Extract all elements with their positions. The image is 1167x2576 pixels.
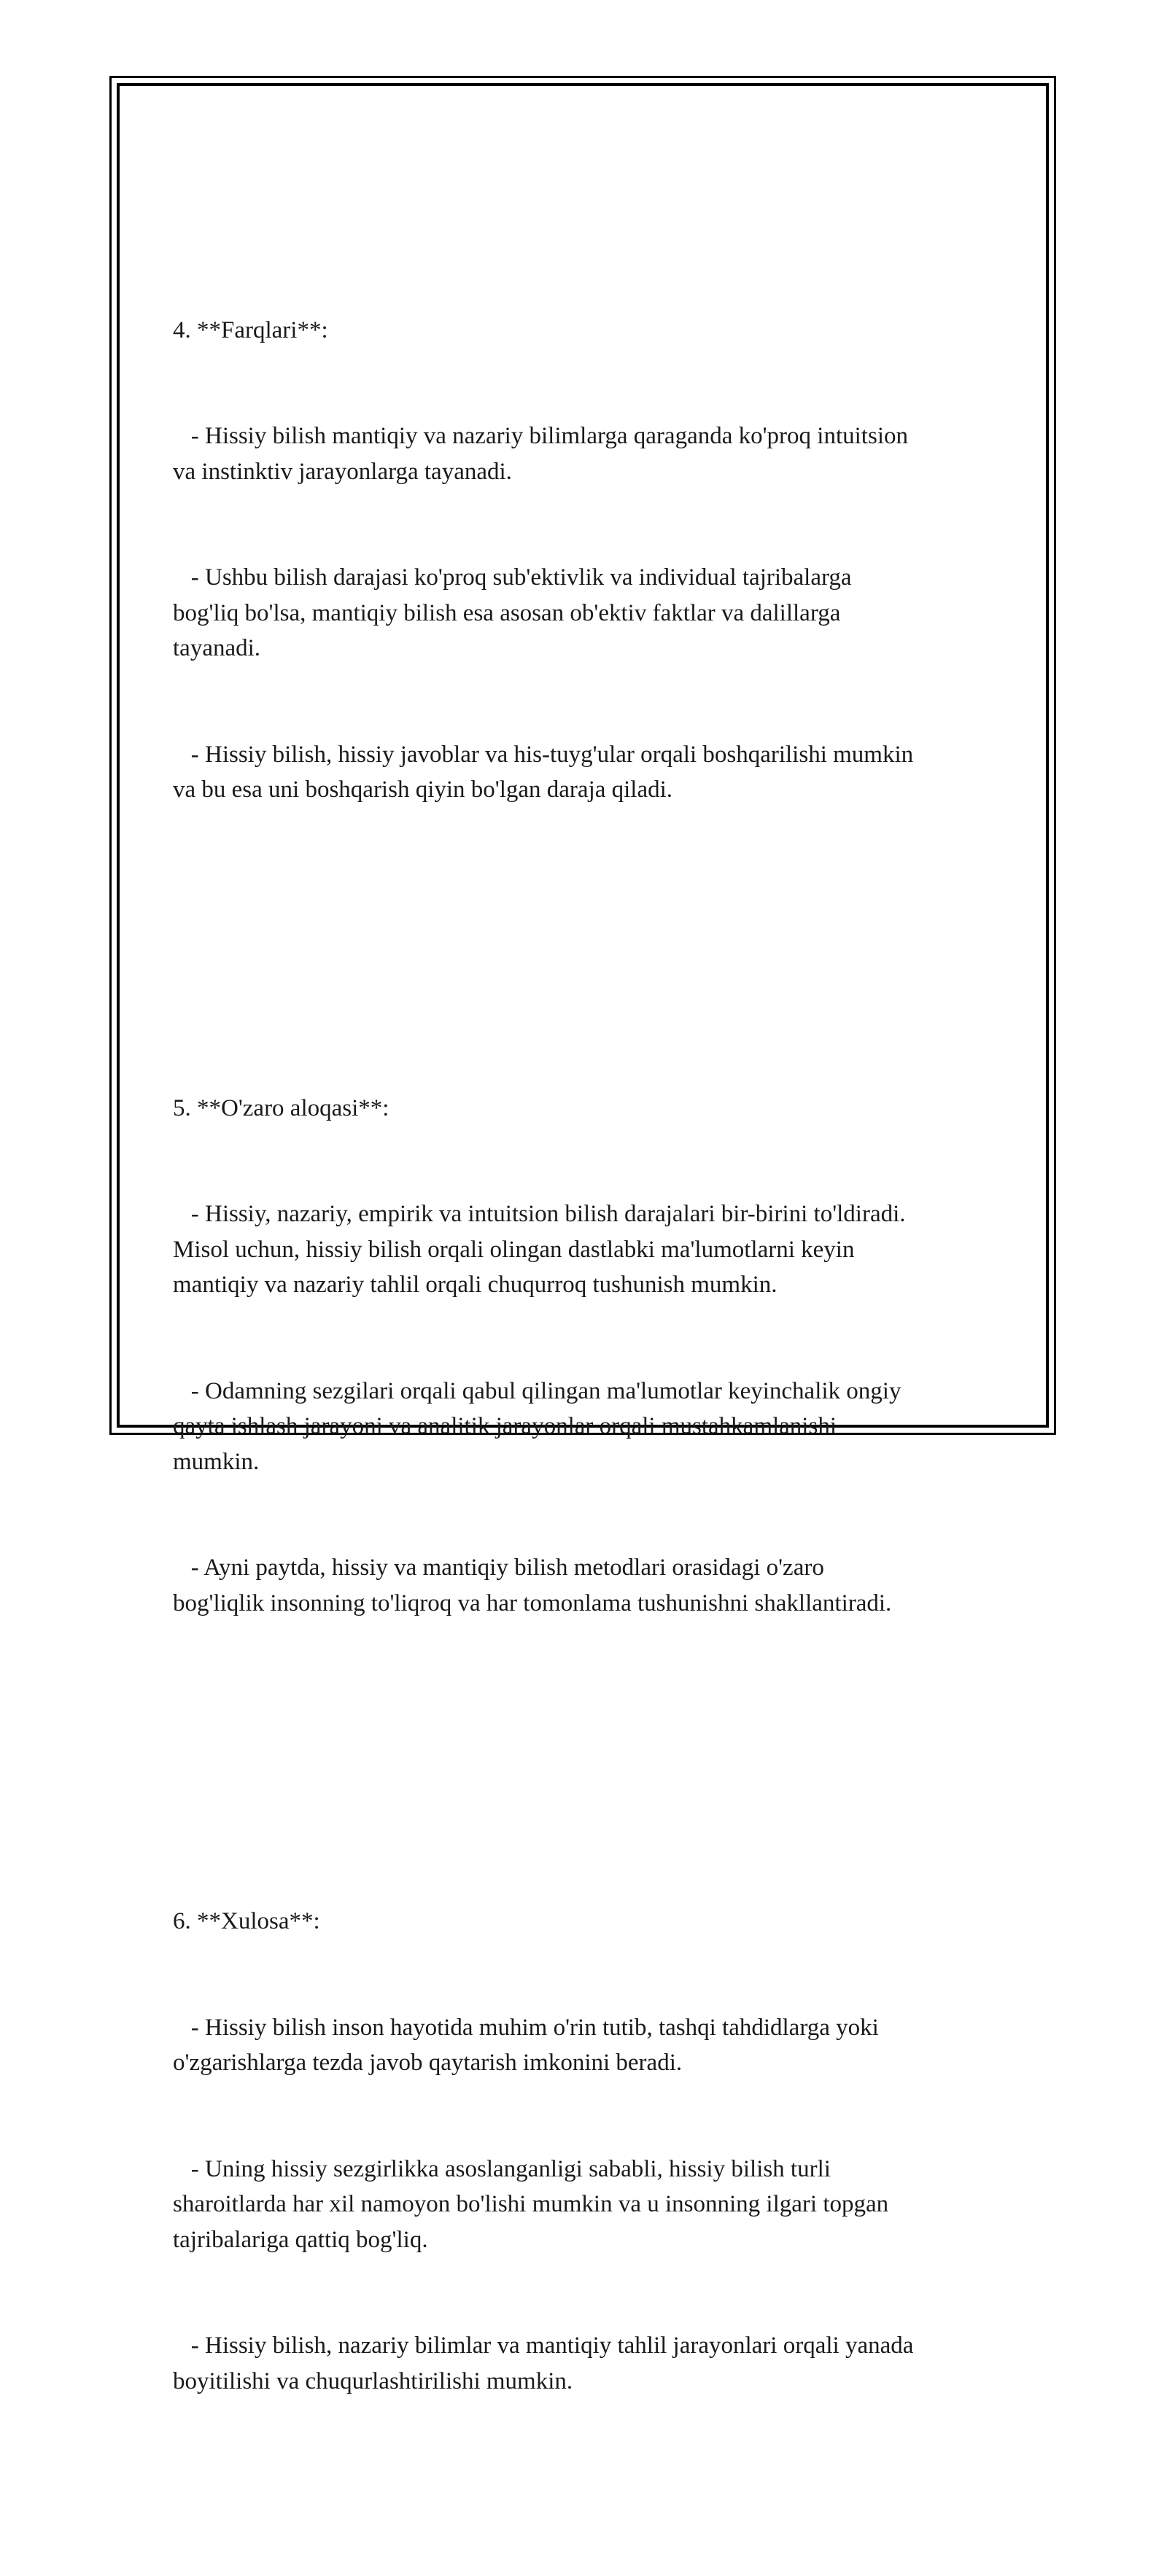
paragraph: - Odamning sezgilari orqali qabul qilingan ma'lumotlar keyinchalik ongiy qayta ishlash jarayoni va analitik jarayonlar orqali mustahkamlanishi mumkin. [173, 1377, 902, 1475]
section-heading: 4. **Farqlari**: [173, 316, 328, 343]
paragraph: - Hissiy bilish mantiqiy va nazariy bilimlarga qaraganda ko'proq intuitsion va instinktiv jarayonlarga tayanadi. [173, 423, 908, 485]
section-farqlari [173, 242, 1004, 879]
document-body [173, 136, 1004, 2576]
section-ozaro-aloqasi [173, 1020, 1004, 1692]
paragraph: - Uning hissiy sezgirlikka asoslanganligi sababli, hissiy bilish turli sharoitlarda har xil namoyon bo'lishi mumkin va u insonning ilgari topgan tajribalariga qattiq bog'liq. [173, 2155, 889, 2253]
section-xulosa [173, 1833, 1004, 2470]
paragraph: - Hissiy, nazariy, empirik va intuitsion bilish darajalari bir-birini to'ldiradi. Misol uchun, hissiy bilish orqali olingan dastlabki ma'lumotlarni keyin mantiqiy va nazariy tahlil orqali chuqurroq tushunish mumkin. [173, 1201, 906, 1298]
paragraph: - Hissiy bilish, nazariy bilimlar va mantiqiy tahlil jarayonlari orqali yanada boyitilishi va chuqurlashtirilishi mumkin. [173, 2332, 914, 2394]
paragraph: - Hissiy bilish, hissiy javoblar va his-tuyg'ular orqali boshqarilishi mumkin va bu esa uni boshqarish qiyin bo'lgan daraja qiladi. [173, 741, 914, 803]
paragraph: - Ushbu bilish darajasi ko'proq sub'ektivlik va individual tajribalarga bog'liq bo'lsa, mantiqiy bilish esa asosan ob'ektiv faktlar va dalillarga tayanadi. [173, 564, 852, 661]
section-heading: 5. **O'zaro aloqasi**: [173, 1094, 389, 1121]
paragraph: - Ayni paytda, hissiy va mantiqiy bilish metodlari orasidagi o'zaro bog'liqlik insonning to'liqroq va har tomonlama tushunishni shakllantiradi. [173, 1554, 892, 1616]
paragraph: - Hissiy bilish inson hayotida muhim o'rin tutib, tashqi tahdidlarga yoki o'zgarishlarga tezda javob qaytarish imkonini beradi. [173, 2014, 879, 2076]
section-heading: 6. **Xulosa**: [173, 1908, 320, 1934]
